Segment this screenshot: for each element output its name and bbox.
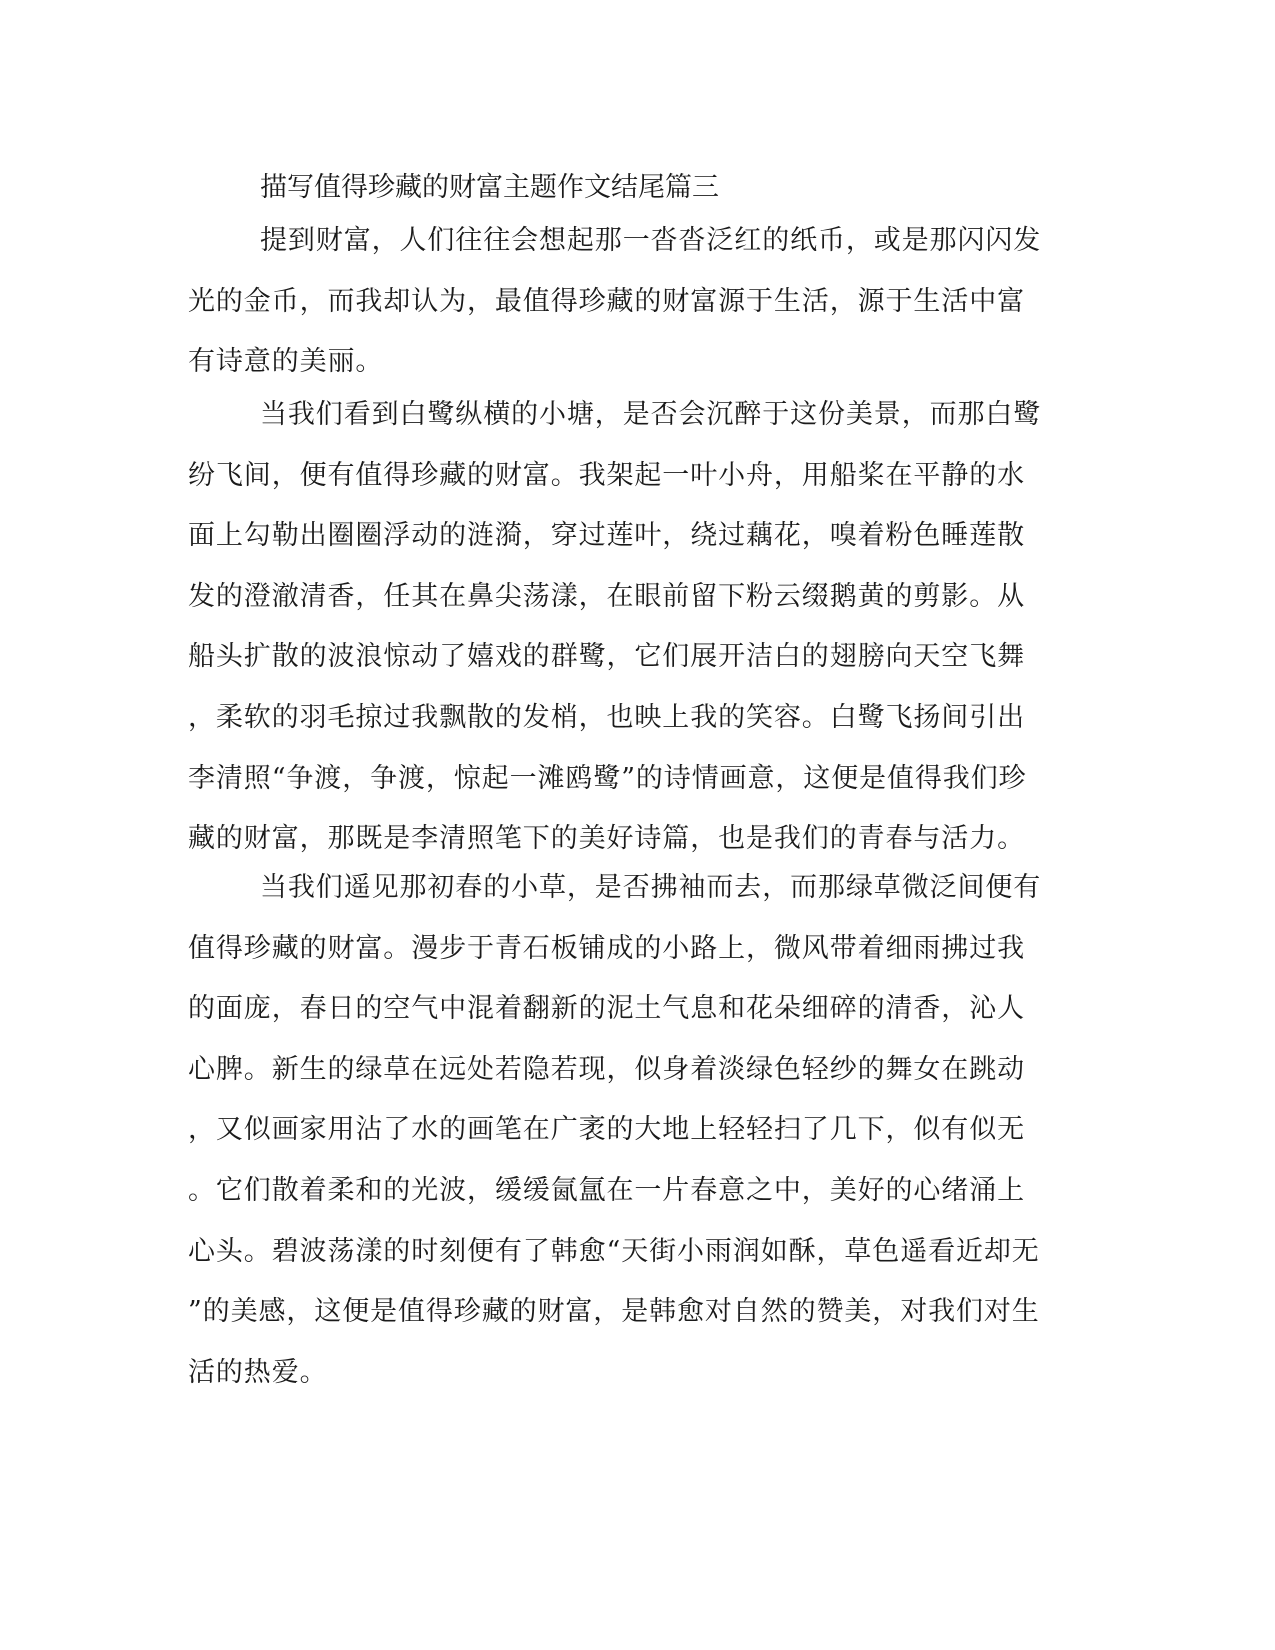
text-line: ，又似画家用沾了水的画笔在广袤的大地上轻轻扫了几下，似有似无	[188, 1114, 1025, 1146]
text-line: 藏的财富，那既是李清照笔下的美好诗篇，也是我们的青春与活力。	[188, 823, 1025, 855]
document-title: 描写值得珍藏的财富主题作文结尾篇三	[260, 172, 719, 203]
text-line: 船头扩散的波浪惊动了嬉戏的群鹭，它们展开洁白的翅膀向天空飞舞	[188, 641, 1025, 673]
text-line: 。它们散着柔和的光波，缓缓氤氲在一片春意之中，美好的心绪涌上	[188, 1174, 1025, 1206]
text-line: ”的美感，这便是值得珍藏的财富，是韩愈对自然的赞美，对我们对生	[188, 1296, 1040, 1328]
text-line: ，柔软的羽毛掠过我飘散的发梢，也映上我的笑容。白鹭飞扬间引出	[188, 701, 1025, 733]
text-line: 面上勾勒出圈圈浮动的涟漪，穿过莲叶，绕过藕花，嗅着粉色睡莲散	[188, 520, 1025, 552]
text-line: 当我们看到白鹭纵横的小塘，是否会沉醉于这份美景，而那白鹭	[260, 399, 1042, 430]
paragraph-3	[188, 858, 1068, 1403]
text-line: 纷飞间，便有值得珍藏的财富。我架起一叶小舟，用船桨在平静的水	[188, 459, 1025, 491]
text-line: 心头。碧波荡漾的时刻便有了韩愈“天街小雨润如酥，草色遥看近却无	[188, 1235, 1040, 1267]
text-line: 提到财富，人们往往会想起那一沓沓泛红的纸币，或是那闪闪发	[260, 225, 1042, 256]
text-line: 心脾。新生的绿草在远处若隐若现，似身着淡绿色轻纱的舞女在跳动	[188, 1053, 1025, 1085]
text-line: 值得珍藏的财富。漫步于青石板铺成的小路上，微风带着细雨拂过我	[188, 932, 1025, 964]
text-line: 的面庞，春日的空气中混着翻新的泥土气息和花朵细碎的清香，沁人	[188, 993, 1025, 1025]
paragraph-2	[188, 385, 1068, 870]
text-line: 李清照“争渡，争渡，惊起一滩鸥鹭”的诗情画意，这便是值得我们珍	[188, 762, 1027, 794]
text-line: 活的热爱。	[188, 1356, 328, 1388]
text-line: 当我们遥见那初春的小草，是否拂袖而去，而那绿草微泛间便有	[260, 872, 1042, 903]
text-line: 有诗意的美丽。	[188, 346, 384, 378]
text-line: 发的澄澈清香，任其在鼻尖荡漾，在眼前留下粉云缀鹅黄的剪影。从	[188, 580, 1025, 612]
paragraph-1	[188, 211, 1068, 393]
text-line: 光的金币，而我却认为，最值得珍藏的财富源于生活，源于生活中富	[188, 285, 1025, 317]
